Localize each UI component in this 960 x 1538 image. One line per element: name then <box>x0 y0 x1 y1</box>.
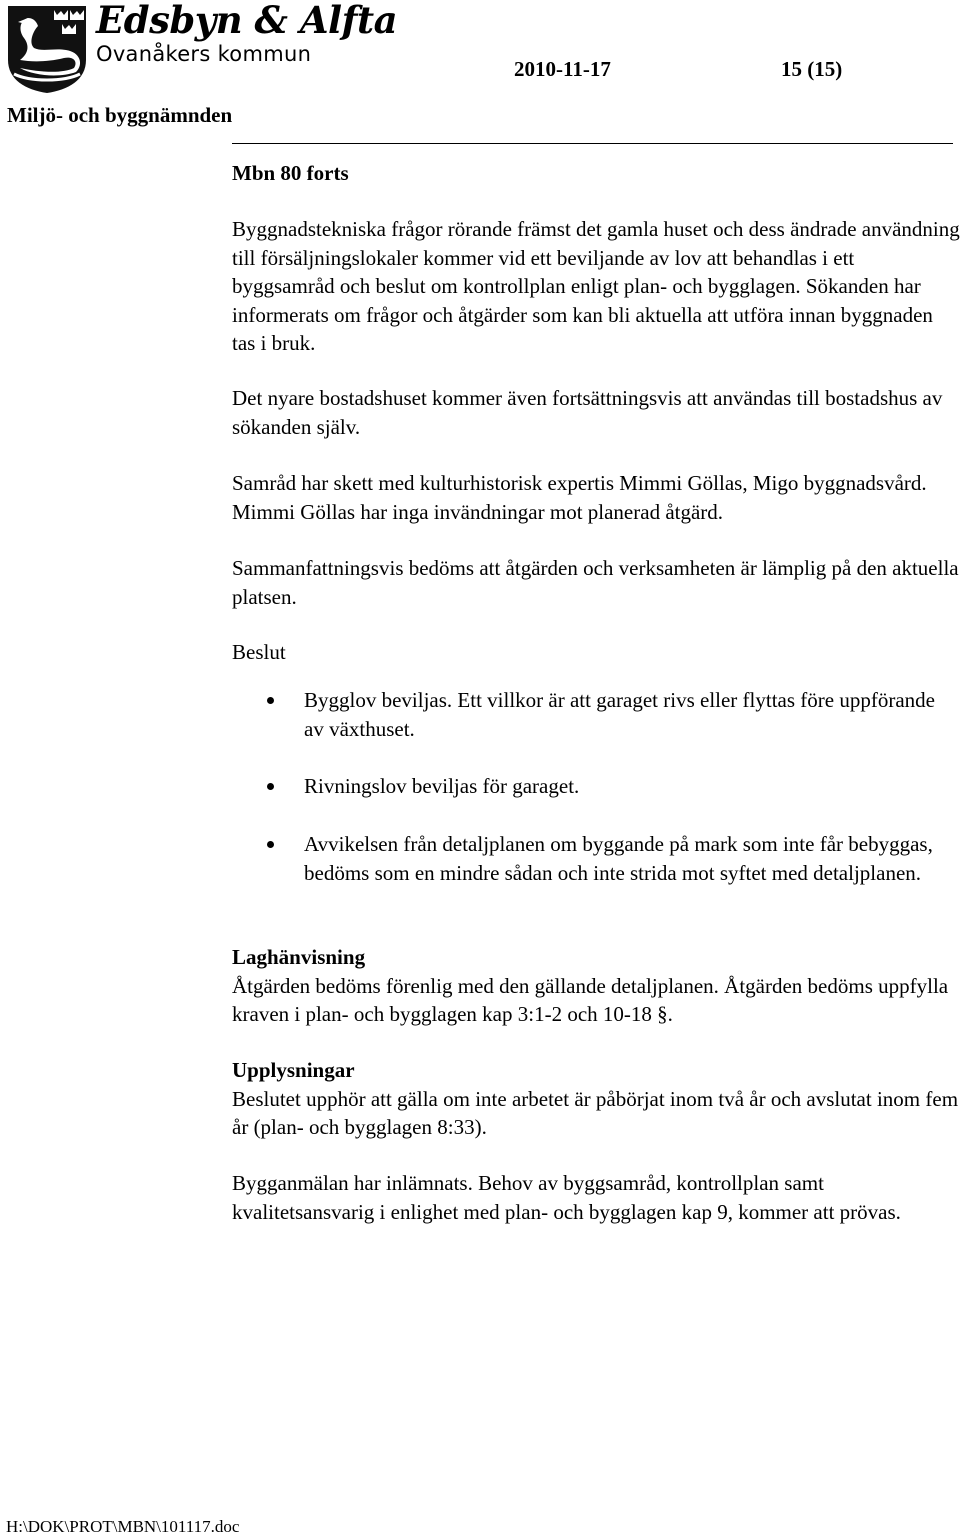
beslut-list-2 <box>232 772 960 801</box>
bullet-icon <box>267 697 274 704</box>
paragraph-2: Det nyare bostadshuset kommer även fortsättningsvis att användas till bostadshus av sökanden själv. <box>232 386 943 439</box>
upplysningar-text: Beslutet upphör att gälla om inte arbetet är påbörjat inom två år och avslutat inom fem år (plan- och bygglagen 8:33). <box>232 1086 959 1139</box>
header-page-number: 15 (15) <box>781 57 843 81</box>
beslut-list <box>232 686 960 743</box>
beslut-list-3 <box>232 830 960 887</box>
laghanvisning-section <box>232 943 960 1029</box>
bygganmalan-paragraph: Bygganmälan har inlämnats. Behov av byggsamråd, kontrollplan samt kvalitetsansvarig i enlighet med plan- och bygglagen kap 9, kommer att prövas. <box>232 1171 901 1224</box>
section-title: Mbn 80 forts <box>232 161 349 185</box>
bullet-icon <box>267 841 274 848</box>
beslut-heading: Beslut <box>232 640 286 664</box>
upplysningar-section <box>232 1056 960 1142</box>
laghanvisning-text: Åtgärden bedöms förenlig med den gällande detaljplanen. Åtgärden bedöms uppfylla kraven i plan- och bygglagen kap 3:1-2 och 10-18 §. <box>232 973 949 1026</box>
paragraph-4: Sammanfattningsvis bedöms att åtgärden och verksamheten är lämplig på den aktuella platsen. <box>232 556 959 609</box>
upplysningar-heading: Upplysningar <box>232 1058 355 1082</box>
paragraph-1: Byggnadstekniska frågor rörande främst det gamla huset och dess ändrade användning till försäljningslokaler kommer vid ett beviljande av lov att behandlas i ett byggsamråd och beslut om kontrollplan enligt plan- och bygglagen. Sökanden har informerats om frågor och åtgärder som kan bli aktuella att utföra innan byggnaden tas i bruk. <box>232 217 960 355</box>
footer-file-path: H:\DOK\PROT\MBN\101117.doc <box>6 1517 240 1536</box>
municipality-logo <box>4 0 398 94</box>
logo-municipality-name: Ovanåkers kommun <box>96 42 312 66</box>
list-item: Bygglov beviljas. Ett villkor är att garaget rivs eller flyttas före uppförande av växthuset. <box>232 686 940 743</box>
header-organization: Miljö- och byggnämnden <box>7 103 233 127</box>
logo-wordmark: Edsbyn & Alfta <box>96 0 398 42</box>
laghanvisning-heading: Laghänvisning <box>232 945 366 969</box>
list-item: Avvikelsen från detaljplanen om byggande på mark som inte får bebyggas, bedöms som en mindre sådan och inte strida mot syftet med detaljplanen. <box>232 830 960 887</box>
paragraph-3: Samråd har skett med kulturhistorisk expertis Mimmi Göllas, Migo byggnadsvård. Mimmi Göllas har inga invändningar mot planerad åtgärd. <box>232 471 927 524</box>
header-divider <box>232 143 953 144</box>
swan-crest-icon <box>4 2 90 94</box>
bullet-icon <box>267 783 274 790</box>
list-item: Rivningslov beviljas för garaget. <box>232 772 960 801</box>
header-date: 2010-11-17 <box>514 57 611 81</box>
